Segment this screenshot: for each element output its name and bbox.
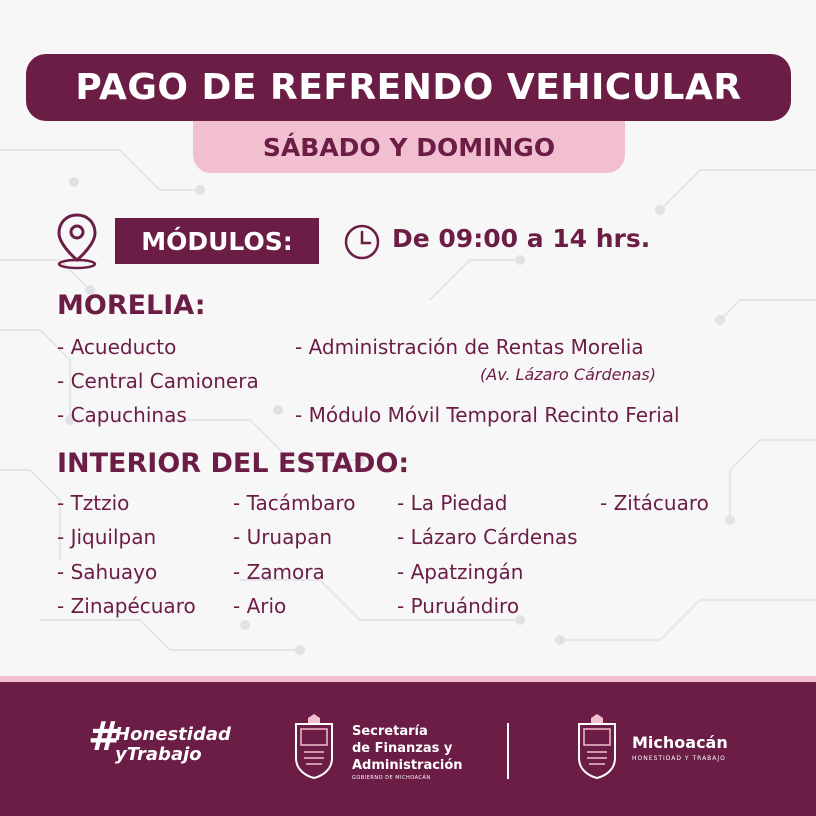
interior-item: - Apatzingán [397, 560, 524, 584]
hash-symbol: # [88, 714, 122, 760]
footer-divider [507, 723, 509, 779]
morelia-item: - Administración de Rentas Morelia [295, 335, 644, 359]
title-banner [26, 54, 791, 121]
interior-item: - Uruapan [233, 525, 332, 549]
hashtag-line-1: Honestidad [115, 724, 231, 745]
michoacan-name: Michoacán [632, 733, 728, 752]
clock-icon [343, 223, 381, 261]
interior-item: - La Piedad [397, 491, 508, 515]
hashtag-line-2: yTrabajo [115, 744, 202, 765]
modules-label-tag [115, 218, 319, 264]
interior-item: - Sahuayo [57, 560, 158, 584]
secretaria-line: Secretaría [352, 724, 428, 739]
secretaria-line: Administración [352, 758, 463, 773]
interior-item: - Jiquilpan [57, 525, 157, 549]
morelia-heading: MORELIA: [57, 290, 206, 321]
page-subtitle: SÁBADO Y DOMINGO [262, 132, 556, 162]
morelia-item: - Central Camionera [57, 369, 259, 393]
subtitle-banner [193, 121, 625, 173]
interior-heading: INTERIOR DEL ESTADO: [57, 448, 410, 479]
interior-item: - Zamora [233, 560, 325, 584]
interior-item: - Ario [233, 594, 287, 618]
schedule-hours: De 09:00 a 14 hrs. [392, 224, 651, 253]
page-title: PAGO DE REFRENDO VEHICULAR [75, 67, 742, 108]
morelia-item: - Módulo Móvil Temporal Recinto Ferial [295, 403, 680, 427]
secretaria-subtext: GOBIERNO DE MICHOACÁN [352, 775, 431, 781]
michoacan-subtext: HONESTIDAD Y TRABAJO [632, 755, 726, 762]
modules-label: MÓDULOS: [141, 226, 293, 256]
michoacan-crest-icon [575, 714, 619, 780]
morelia-item: - Capuchinas [57, 403, 187, 427]
location-pin-icon [55, 212, 99, 270]
interior-item: - Tacámbaro [233, 491, 356, 515]
secretaria-line: de Finanzas y [352, 741, 453, 756]
morelia-address-note: (Av. Lázaro Cárdenas) [480, 365, 656, 384]
morelia-item: - Acueducto [57, 335, 177, 359]
interior-item: - Tztzio [57, 491, 130, 515]
interior-item: - Lázaro Cárdenas [397, 525, 578, 549]
state-crest-icon [292, 714, 336, 780]
interior-item: - Puruándiro [397, 594, 520, 618]
interior-item: - Zitácuaro [600, 491, 709, 515]
secretaria-name [352, 723, 463, 774]
interior-item: - Zinapécuaro [57, 594, 196, 618]
